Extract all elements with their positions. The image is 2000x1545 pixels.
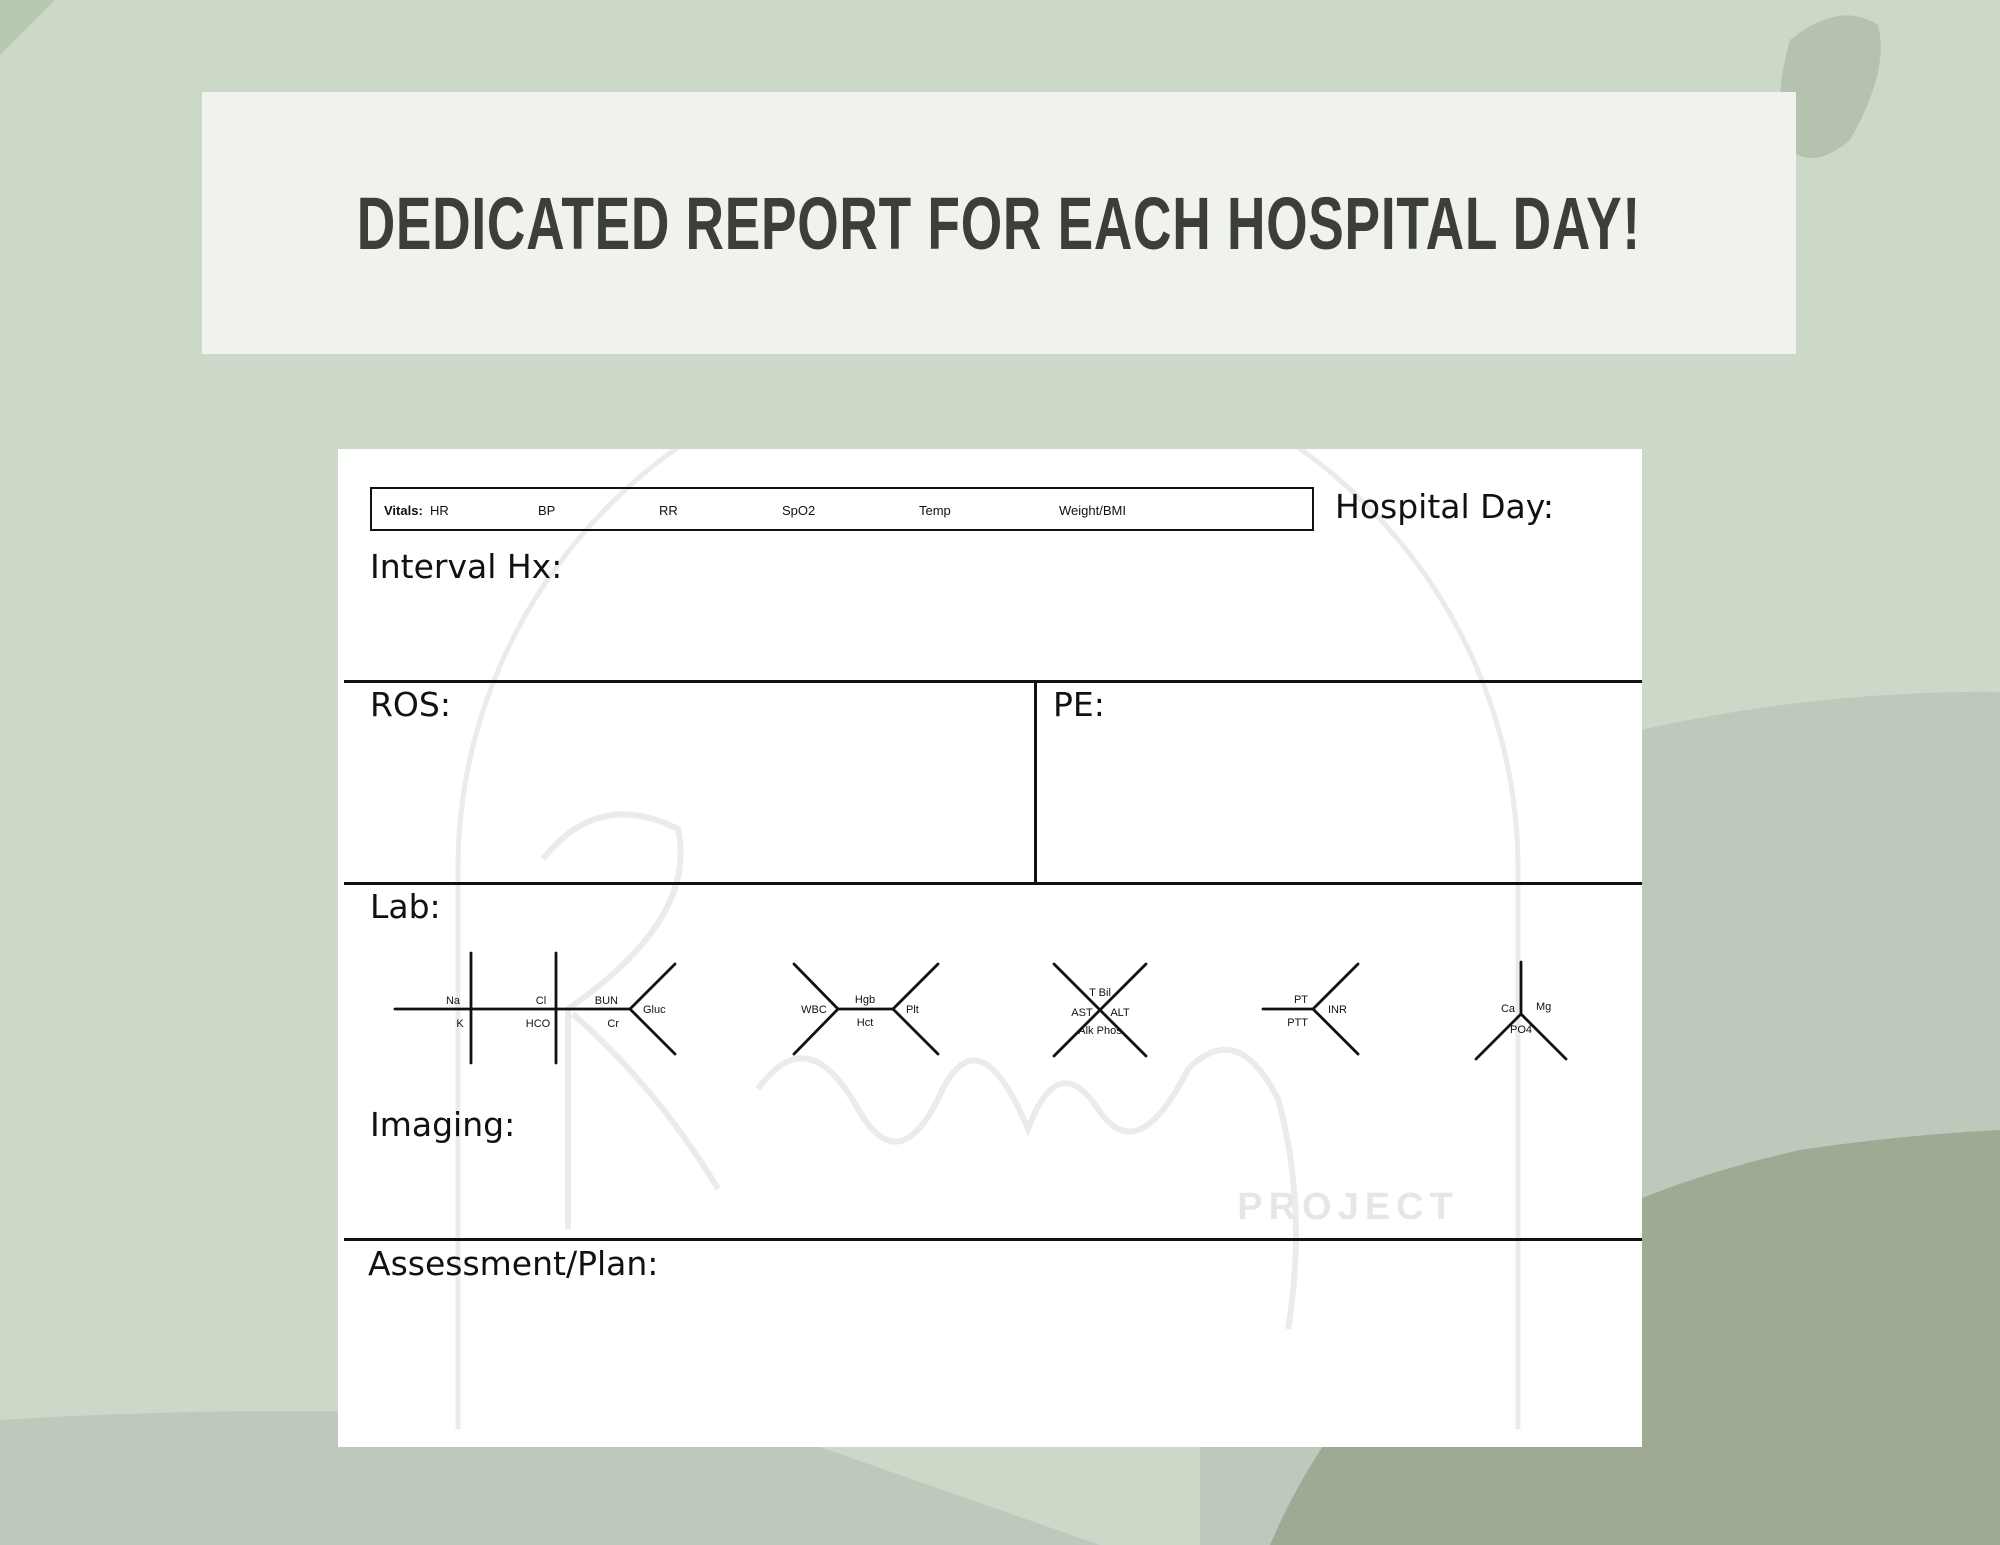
lab-bun: BUN xyxy=(594,995,618,1007)
lab-gluc: Gluc xyxy=(643,1004,666,1016)
coag-diagram xyxy=(1263,964,1358,1054)
lab-hct: Hct xyxy=(856,1017,874,1029)
lab-na: Na xyxy=(445,995,461,1007)
lab-ast: AST xyxy=(1071,1007,1093,1019)
lft-diagram xyxy=(1054,964,1146,1056)
lab-po4: PO4 xyxy=(1509,1024,1533,1036)
lab-label: Lab: xyxy=(370,887,441,926)
lab-cl: Cl xyxy=(535,995,547,1007)
interval-hx-label: Interval Hx: xyxy=(370,547,563,586)
lab-pt: PT xyxy=(1293,994,1308,1006)
vital-rr: RR xyxy=(659,503,678,518)
assessment-plan-label: Assessment/Plan: xyxy=(368,1244,659,1283)
lab-mg: Mg xyxy=(1536,1001,1552,1013)
vital-hr: HR xyxy=(430,503,449,518)
lab-cr: Cr xyxy=(607,1018,619,1030)
lab-ca: Ca xyxy=(1500,1003,1516,1015)
lab-hgb: Hgb xyxy=(854,994,876,1006)
watermark-sub: PROJECT xyxy=(1237,1186,1459,1228)
title-banner xyxy=(202,92,1796,354)
lab-alkphos: Alk Phos xyxy=(1078,1025,1122,1037)
lab-inr: INR xyxy=(1328,1004,1347,1016)
lab-alt: ALT xyxy=(1110,1007,1130,1019)
lab-ptt: PTT xyxy=(1287,1017,1308,1029)
hospital-day-label: Hospital Day: xyxy=(1335,487,1555,526)
divider-3 xyxy=(344,1238,1642,1241)
bmp-diagram xyxy=(395,953,675,1063)
daily-report-sheet xyxy=(338,449,1642,1447)
lab-plt: Plt xyxy=(906,1004,919,1016)
banner-title: DEDICATED REPORT FOR EACH HOSPITAL DAY! xyxy=(356,181,1642,265)
vital-bp: BP xyxy=(538,503,556,518)
lab-diagrams xyxy=(338,449,1642,1447)
minerals-diagram xyxy=(1476,962,1566,1059)
pe-label: PE: xyxy=(1053,685,1105,724)
lab-k: K xyxy=(456,1018,464,1030)
lab-tbil: T Bil xyxy=(1089,987,1111,999)
cbc-diagram xyxy=(794,964,938,1054)
vitals-label: Vitals: xyxy=(384,503,423,518)
imaging-label: Imaging: xyxy=(370,1105,516,1144)
vital-spo2: SpO2 xyxy=(782,503,816,518)
vital-weight-bmi: Weight/BMI xyxy=(1059,503,1126,518)
vital-temp: Temp xyxy=(919,503,951,518)
lab-wbc: WBC xyxy=(801,1004,827,1016)
lab-hco: HCO xyxy=(525,1018,551,1030)
ros-label: ROS: xyxy=(370,685,451,724)
